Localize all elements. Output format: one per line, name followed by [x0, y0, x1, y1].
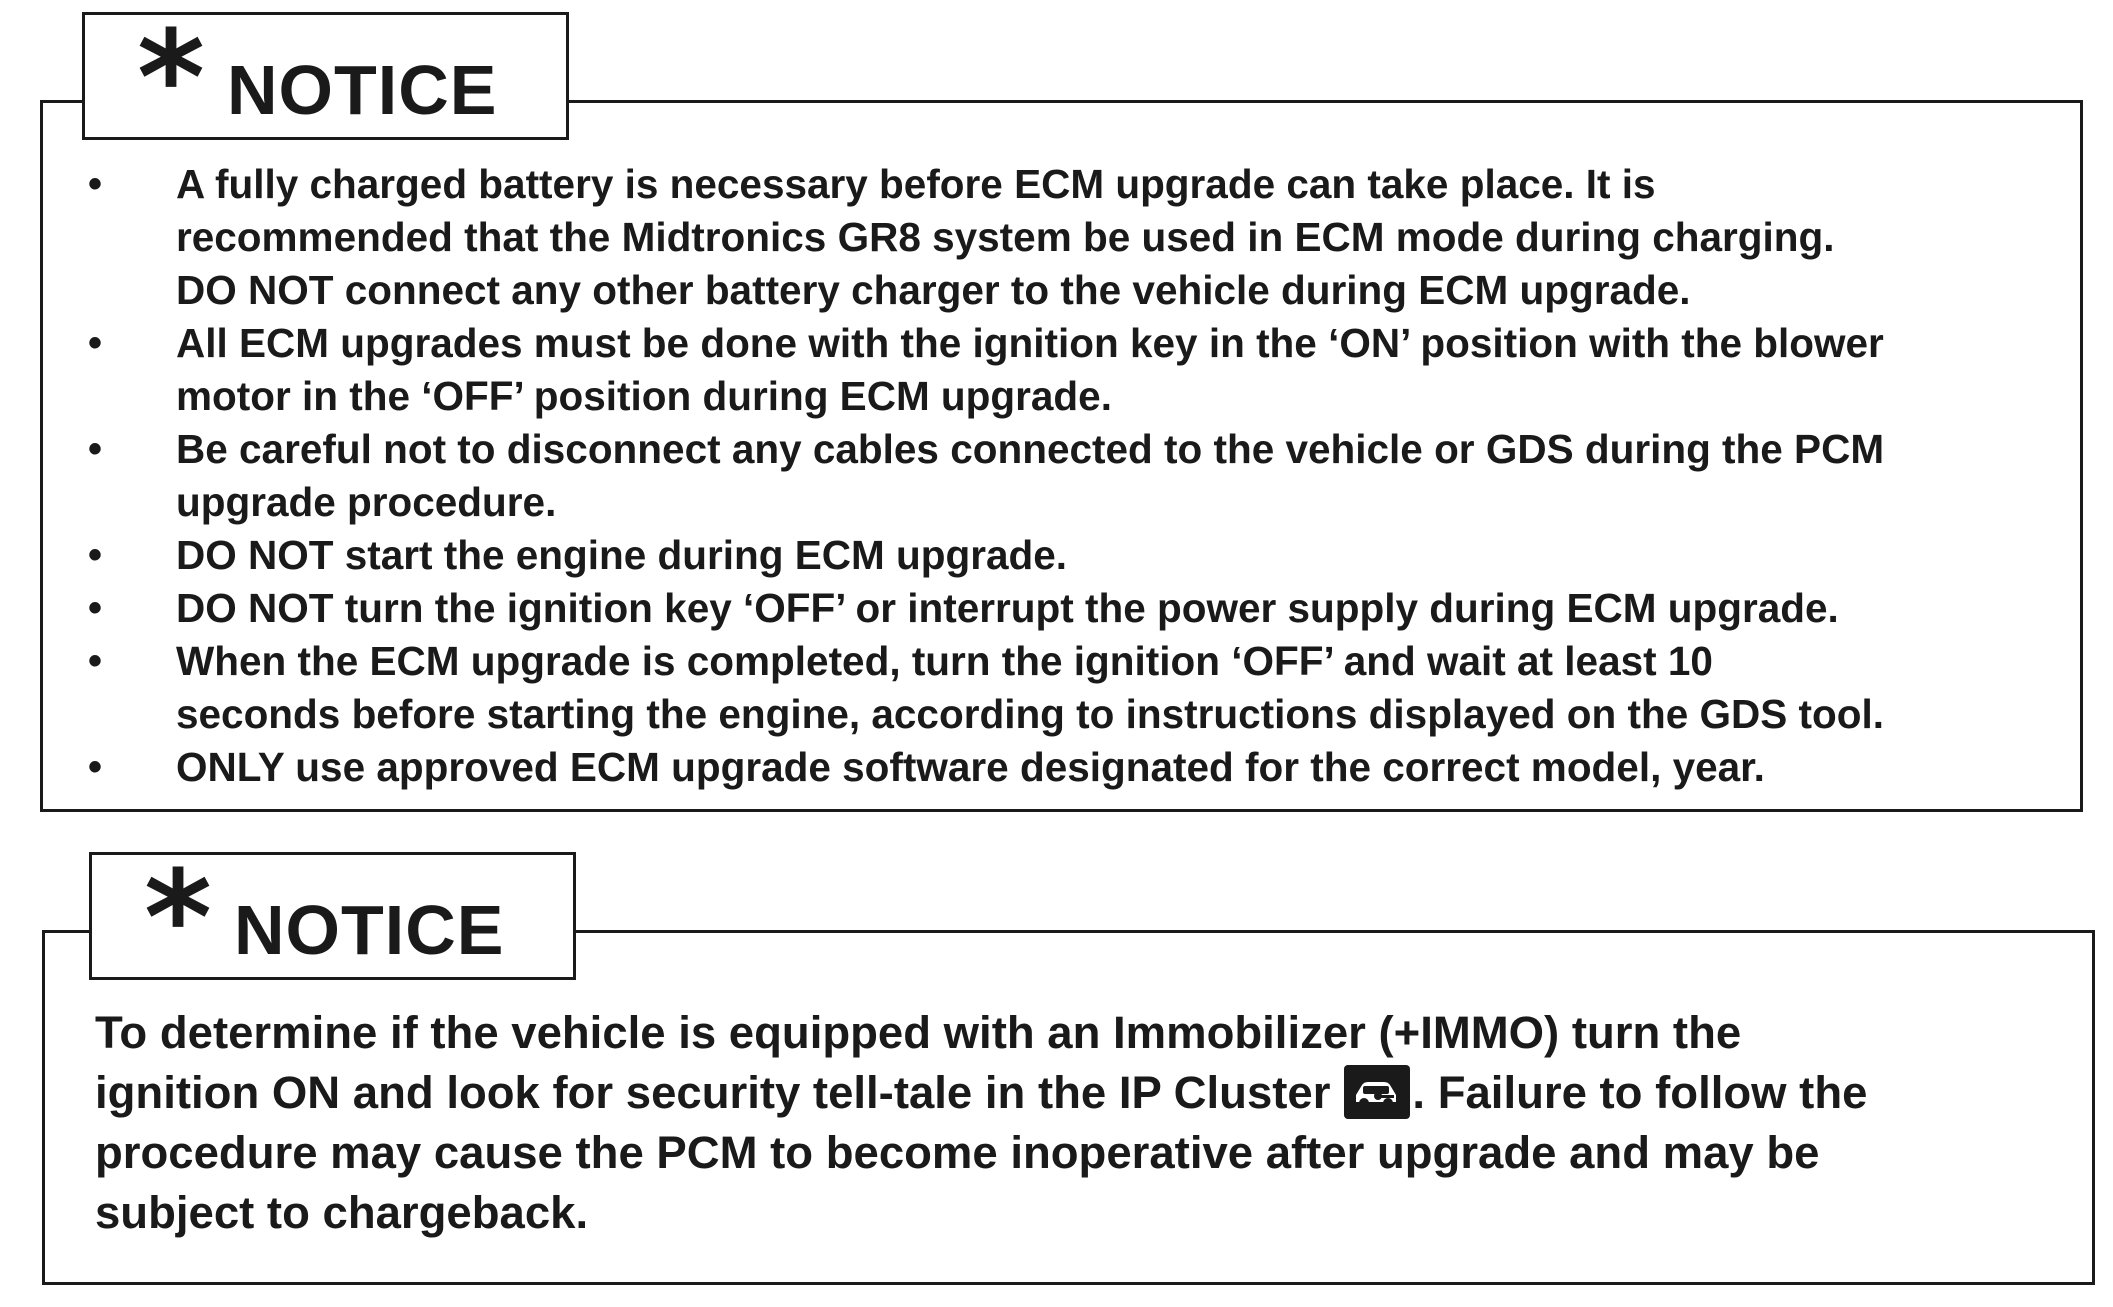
notice-title: NOTICE [227, 51, 498, 129]
list-item [43, 158, 1884, 317]
bullet-line: ONLY use approved ECM upgrade software designated for the correct model, year. [176, 744, 1765, 790]
notice-paragraph [95, 1003, 1867, 1243]
notice-bullet-list [43, 158, 1884, 794]
bullet-line: All ECM upgrades must be done with the ignition key in the ‘ON’ position with the blower [176, 320, 1884, 366]
paragraph-text: ignition ON and look for security tell-tale in the IP Cluster [95, 1067, 1331, 1118]
list-item [43, 741, 1884, 794]
bullet-icon: • [88, 321, 103, 365]
paragraph-text: . Failure to follow the [1412, 1067, 1868, 1118]
bullet-icon: • [88, 745, 103, 789]
bullet-icon: • [88, 427, 103, 471]
paragraph-line: procedure may cause the PCM to become inoperative after upgrade and may be [95, 1127, 1820, 1178]
bullet-line: motor in the ‘OFF’ position during ECM upgrade. [176, 373, 1112, 419]
notice-box-immobilizer [42, 930, 2095, 1285]
list-item [43, 582, 1884, 635]
notice-title: NOTICE [234, 891, 505, 969]
bullet-line: seconds before starting the engine, according to instructions displayed on the GDS tool. [176, 691, 1884, 737]
bullet-line: A fully charged battery is necessary before ECM upgrade can take place. It is [176, 161, 1656, 207]
list-item [43, 423, 1884, 529]
bullet-line: When the ECM upgrade is completed, turn the ignition ‘OFF’ and wait at least 10 [176, 638, 1713, 684]
paragraph-line: To determine if the vehicle is equipped with an Immobilizer (+IMMO) turn the [95, 1007, 1742, 1058]
bullet-icon: • [88, 533, 103, 577]
bullet-line: Be careful not to disconnect any cables connected to the vehicle or GDS during the PCM [176, 426, 1885, 472]
security-telltale-icon [1344, 1065, 1410, 1119]
bullet-line: upgrade procedure. [176, 479, 557, 525]
asterisk-icon: * [137, 2, 205, 154]
bullet-line: DO NOT start the engine during ECM upgrade. [176, 532, 1068, 578]
bullet-line: recommended that the Midtronics GR8 system be used in ECM mode during charging. [176, 214, 1835, 260]
paragraph-line [95, 1063, 1867, 1123]
bullet-icon: • [88, 586, 103, 630]
notice-heading [82, 2, 569, 154]
bullet-line: DO NOT turn the ignition key ‘OFF’ or interrupt the power supply during ECM upgrade. [176, 585, 1839, 631]
bullet-icon: • [88, 639, 103, 683]
bullet-line: DO NOT connect any other battery charger to the vehicle during ECM upgrade. [176, 267, 1691, 313]
paragraph-line: subject to chargeback. [95, 1187, 589, 1238]
notice-box-battery-ecm [40, 100, 2083, 812]
asterisk-icon: * [144, 842, 212, 994]
list-item [43, 635, 1884, 741]
notice-heading [89, 842, 576, 994]
list-item [43, 317, 1884, 423]
bullet-icon: • [88, 162, 103, 206]
list-item [43, 529, 1884, 582]
